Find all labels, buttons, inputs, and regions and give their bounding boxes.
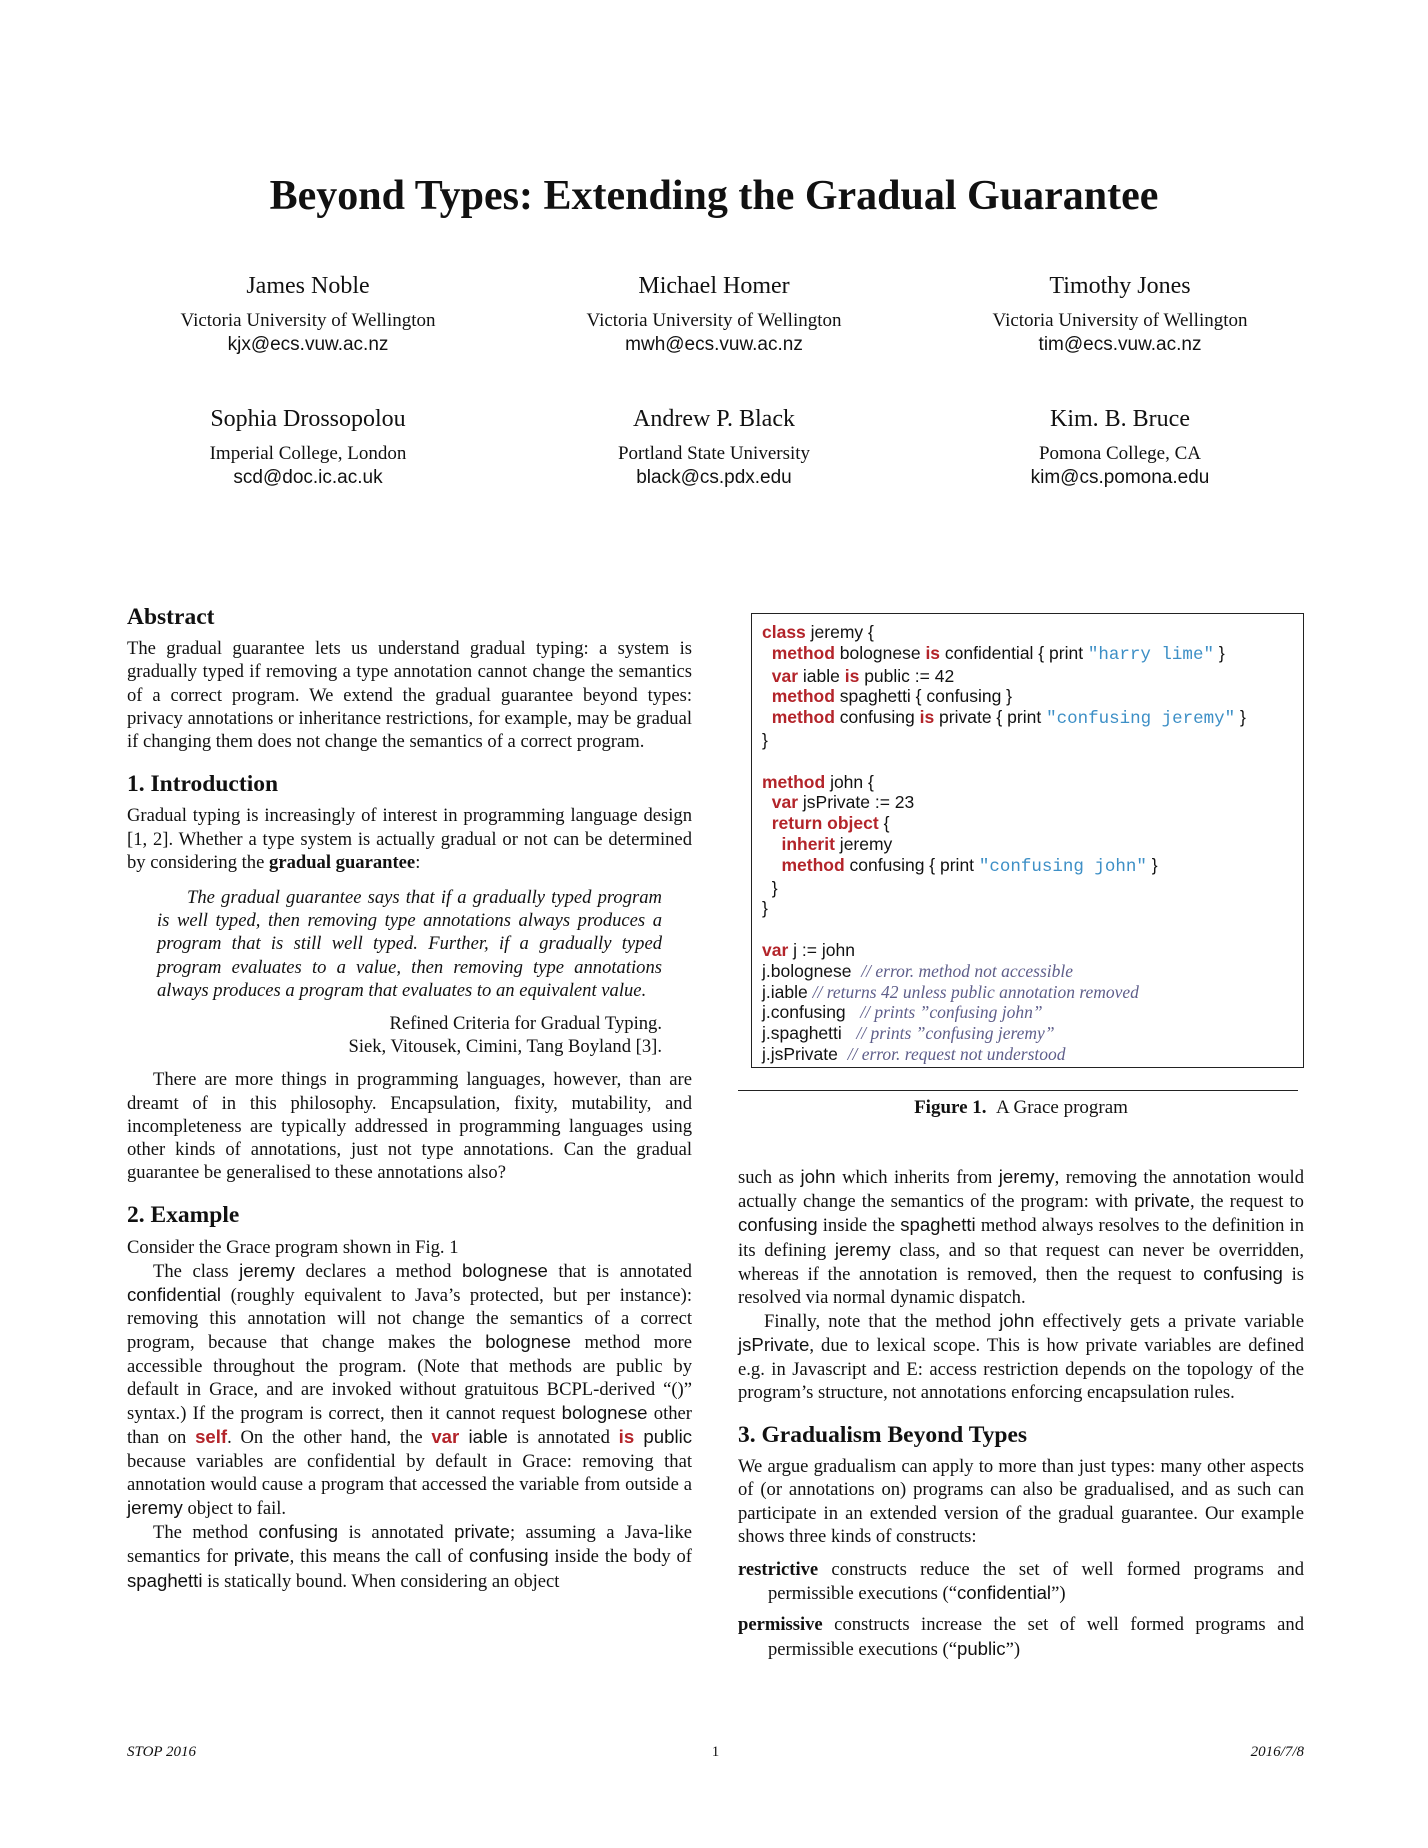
- gradualism-paragraph: We argue gradualism can apply to more than just types: many other aspects of (or annotations on) programs can also be gradualised, and as such can participate in an extended version of the gradual guarantee. Our example shows three kinds of constructs:: [738, 1456, 1304, 1547]
- example-paragraph-3: The method confusing is annotated private; assuming a Java-like semantics for private, this means the call of confusing inside the body of spaghetti is statically bound. When considering an object: [127, 1521, 692, 1592]
- figure-rule: [738, 1090, 1298, 1091]
- author-affiliation: Victoria University of Wellington: [992, 310, 1248, 331]
- intro-paragraph: Gradual typing is increasingly of interest in programming language design [1, 2]. Whether a type system is actually gradual or not can be determined by considering the gradual guarantee:: [127, 805, 692, 873]
- author-email: mwh@ecs.vuw.ac.nz: [625, 334, 803, 355]
- author-name: Andrew P. Black: [633, 406, 795, 432]
- author-block: [108, 273, 508, 356]
- example-heading: 2. Example: [127, 1202, 240, 1229]
- author-block: [108, 406, 508, 489]
- author-affiliation: Portland State University: [617, 443, 811, 464]
- author-name: James Noble: [246, 273, 370, 299]
- construct-list: [738, 1558, 1304, 1661]
- footer-venue: STOP 2016: [127, 1744, 197, 1760]
- quote-source: Refined Criteria for Gradual Typing. Siek, Vitousek, Cimini, Tang Boyland [3].: [348, 1013, 662, 1058]
- page-number: 1: [711, 1744, 720, 1760]
- author-affiliation: Victoria University of Wellington: [586, 310, 842, 331]
- abstract-heading: Abstract: [127, 604, 215, 630]
- right-column: [738, 1165, 1304, 1661]
- author-block: [920, 406, 1320, 489]
- permissive-item: permissive constructs increase the set of well formed programs and permissible executions (“public”): [738, 1614, 1304, 1660]
- author-name: Timothy Jones: [1049, 273, 1191, 299]
- author-block: [514, 406, 914, 489]
- gradualism-heading: 3. Gradualism Beyond Types: [738, 1422, 1028, 1449]
- author-name: Kim. B. Bruce: [1050, 406, 1190, 432]
- figure-code-box: [751, 613, 1304, 1068]
- author-affiliation: Pomona College, CA: [1038, 443, 1202, 464]
- paper-title: Beyond Types: Extending the Gradual Guarantee: [269, 173, 1159, 219]
- footer-date: 2016/7/8: [1250, 1744, 1304, 1760]
- intro-heading: 1. Introduction: [127, 771, 279, 798]
- example-paragraph-2: The class jeremy declares a method bolognese that is annotated confidential (roughly equivalent to Java’s protected, but per instance): removing this annotation will not change the semantics of a correct program, because that change makes the bolognese method more accessible throughout the program. (Note that methods are public by default in Grace, and are invoked without gratuitous BCPL-derived “()” syntax.) If the program is correct, then it cannot request bolognese other than on self. On the other hand, the var iable is annotated is public because variables are confidential by default in Grace: removing that annotation would cause a program that accessed the variable from outside a jeremy object to fail.: [127, 1259, 693, 1519]
- example-paragraph-1: Consider the Grace program shown in Fig. 1: [127, 1236, 459, 1258]
- author-block: [920, 273, 1320, 356]
- left-column: [127, 606, 692, 1593]
- author-email: tim@ecs.vuw.ac.nz: [1038, 334, 1202, 355]
- author-email: scd@doc.ic.ac.uk: [233, 467, 383, 488]
- author-email: kim@cs.pomona.edu: [1030, 467, 1210, 488]
- figure-caption: Figure 1. A Grace program: [914, 1097, 1128, 1118]
- author-name: Michael Homer: [638, 273, 790, 299]
- restrictive-item: restrictive constructs reduce the set of well formed programs and permissible executions (“confidential”): [738, 1559, 1304, 1605]
- example-paragraph-4: such as john which inherits from jeremy, removing the annotation would actually change the semantics of the program: with private, the request to confusing inside the spaghetti method always resolves to the definition in its defining jeremy class, and so that request can never be overridden, whereas if the annotation is removed, then the request to confusing is resolved via normal dynamic dispatch.: [738, 1166, 1305, 1309]
- grace-code: class jeremy { method bolognese is confidential { print "harry lime" } var iable is public := 42 method spaghetti { confusing } method confusing is private { print "confusing jeremy" } } method john { var jsPrivate := 23 return object { inherit jeremy method confusing { print "confusing john" } } } var j := john j.bolognese // error. method not accessible j.iable // returns 42 unless public annotation removed j.confusing // prints ”confusing john” j.spaghetti // prints ”confusing jeremy” j.jsPrivate // error. request not understood: [762, 622, 1246, 1064]
- author-affiliation: Imperial College, London: [209, 443, 407, 464]
- author-block: [514, 273, 914, 356]
- intro-paragraph-2: There are more things in programming languages, however, than are dreamt of in this philosophy. Encapsulation, fixity, mutability, and incompleteness are typically addressed in programming languages using other kinds of annotations, just not type annotations. Can the gradual guarantee be generalised to these annotations also?: [127, 1069, 692, 1184]
- author-email: black@cs.pdx.edu: [636, 467, 792, 488]
- author-email: kjx@ecs.vuw.ac.nz: [227, 334, 389, 355]
- abstract-text: The gradual guarantee lets us understand gradual typing: a system is gradually typed if removing a type annotation cannot change the semantics of a correct program. We extend the gradual guarantee beyond types: privacy annotations or inheritance restrictions, for example, may be gradual if changing them does not change the semantics of a correct program.: [127, 638, 692, 753]
- author-affiliation: Victoria University of Wellington: [180, 310, 436, 331]
- example-paragraph-5: Finally, note that the method john effectively gets a private variable jsPrivate, due to lexical scope. This is how private variables are defined e.g. in Javascript and E: access restriction depends on the topology of the program’s structure, not annotations enforcing encapsulation rules.: [738, 1310, 1304, 1403]
- gradual-guarantee-quote: The gradual guarantee says that if a gradually typed program is well typed, then removing type annotations always produces a program that is still well typed. Further, if a gradually typed program evaluates to a value, then removing type annotations always produces a program that evaluates to an equivalent value.: [157, 887, 662, 1001]
- author-name: Sophia Drossopolou: [210, 406, 406, 432]
